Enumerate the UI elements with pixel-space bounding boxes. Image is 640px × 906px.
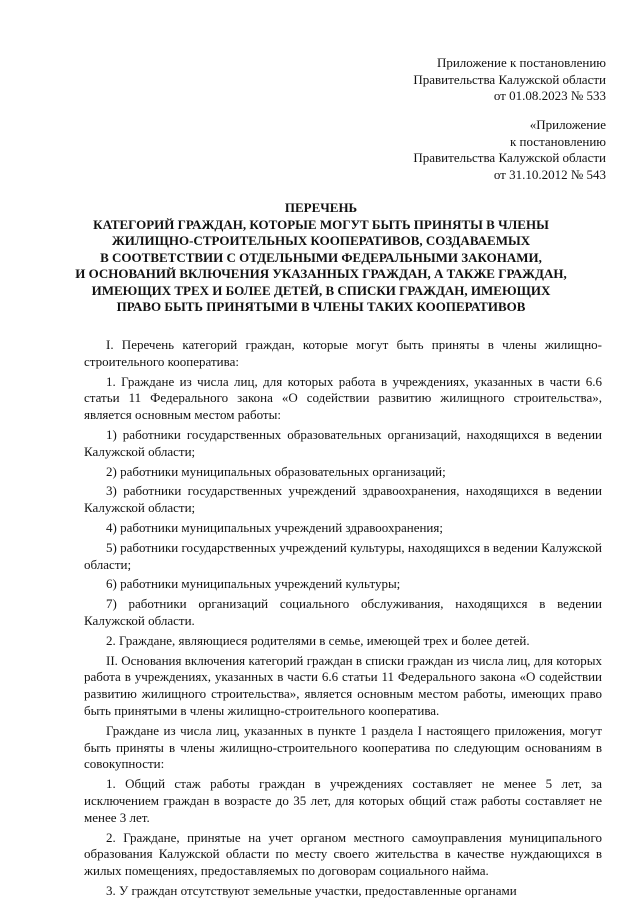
title-line: И ОСНОВАНИЙ ВКЛЮЧЕНИЯ УКАЗАННЫХ ГРАЖДАН, А ТАКЖЕ ГРАЖДАН, <box>75 266 567 281</box>
list-item: 1) работники государственных образовательных организаций, находящихся в ведении Калужской области; <box>84 426 602 459</box>
paragraph: 2. Граждане, принятые на учет органом местного самоуправления муниципального образования Калужской области по месту своего жительства в качестве нуждающихся в жилых помещениях, предоставляемых по договорам социального найма. <box>84 829 602 879</box>
paragraph: 2. Граждане, являющиеся родителями в семье, имеющей трех и более детей. <box>106 632 530 648</box>
title-line: В СООТВЕТСТВИИ С ОТДЕЛЬНЫМИ ФЕДЕРАЛЬНЫМИ ЗАКОНАМИ, <box>100 249 542 265</box>
annex-note-current <box>413 55 606 105</box>
annex-note-original <box>413 117 606 183</box>
document-title <box>40 200 602 316</box>
annex-line: от 01.08.2023 № 533 <box>493 88 606 103</box>
paragraph: 3. У граждан отсутствуют земельные участки, предоставленные органами <box>106 882 517 898</box>
paragraph: II. Основания включения категорий граждан в списки граждан из числа лиц, для которых работа в учреждениях, указанных в части 6.6 статьи 11 Федерального закона «О содействии развитию жилищного строительства», является основным местом работы, имеющих право быть принятыми в члены жилищно-строительного кооператива. <box>84 652 602 718</box>
list-item: 3) работники государственных учреждений здравоохранения, находящихся в ведении Калужской области; <box>84 483 602 516</box>
paragraph: I. Перечень категорий граждан, которые могут быть приняты в члены жилищно-строительного кооператива: <box>84 337 602 369</box>
paragraph: 1. Граждане из числа лиц, для которых работа в учреждениях, указанных в части 6.6 статьи 11 Федерального закона «О содействии развитию жилищного строительства», является основным местом работы: <box>84 373 602 423</box>
annex-line: Правительства Калужской области <box>413 150 606 165</box>
annex-line: от 31.10.2012 № 543 <box>493 166 606 182</box>
annex-line: к постановлению <box>509 133 606 149</box>
list-item: 4) работники муниципальных учреждений здравоохранения; <box>106 519 443 535</box>
annex-line: «Приложение <box>529 117 606 132</box>
paragraph: 1. Общий стаж работы граждан в учреждениях составляет не менее 5 лет, за исключением граждан в возрасте до 35 лет, для которых общий стаж работы составляет не менее 3 лет. <box>84 776 602 825</box>
list-item: 5) работники государственных учреждений культуры, находящихся в ведении Калужской области; <box>84 539 602 572</box>
title-line: ПРАВО БЫТЬ ПРИНЯТЫМИ В ЧЛЕНЫ ТАКИХ КООПЕРАТИВОВ <box>116 299 526 314</box>
document-body <box>84 337 602 903</box>
annex-line: Приложение к постановлению <box>436 55 606 70</box>
title-line: ИМЕЮЩИХ ТРЕХ И БОЛЕЕ ДЕТЕЙ, В СПИСКИ ГРАЖДАН, ИМЕЮЩИХ <box>91 282 551 298</box>
list-item: 2) работники муниципальных образовательных организаций; <box>106 463 446 479</box>
paragraph: Граждане из числа лиц, указанных в пункте 1 раздела I настоящего приложения, могут быть приняты в члены жилищно-строительного кооператива по следующим основаниям в совокупности: <box>84 722 602 772</box>
title-line: ПЕРЕЧЕНЬ <box>284 200 358 215</box>
annex-line: Правительства Калужской области <box>413 71 606 87</box>
title-line: КАТЕГОРИЙ ГРАЖДАН, КОТОРЫЕ МОГУТ БЫТЬ ПРИНЯТЫ В ЧЛЕНЫ <box>93 216 549 232</box>
title-line: ЖИЛИЩНО-СТРОИТЕЛЬНЫХ КООПЕРАТИВОВ, СОЗДАВАЕМЫХ <box>111 233 531 248</box>
list-item: 7) работники организаций социального обслуживания, находящихся в ведении Калужской области. <box>84 596 602 628</box>
list-item: 6) работники муниципальных учреждений культуры; <box>106 576 401 592</box>
